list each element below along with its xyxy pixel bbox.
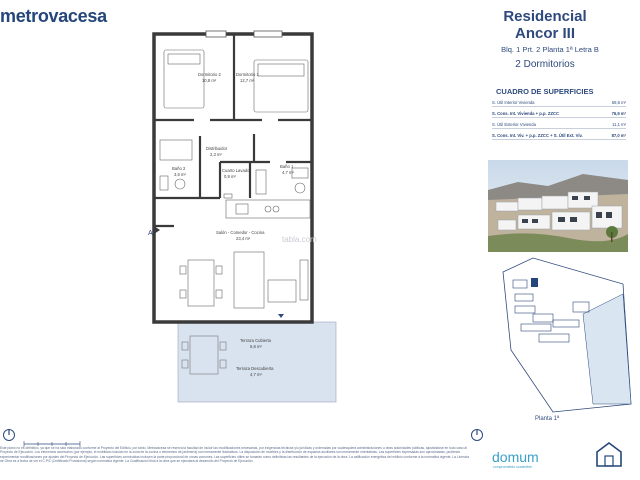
surface-row: [492, 100, 626, 107]
room-label-dormitorio-2: Dormitorio 2: [198, 72, 221, 77]
room-label-bano-2: Baño 2: [172, 166, 186, 171]
room-label-bano-1: Baño 1: [280, 164, 294, 169]
surface-value: 76,9 m²: [611, 111, 626, 116]
floor-plan: [150, 20, 340, 410]
surface-value: 87,0 m²: [611, 133, 626, 138]
room-area-terraza-descubierta: 4,7 m²: [250, 372, 262, 377]
bedrooms-label: 2 Dormitorios: [515, 59, 575, 70]
watermark: tabla.com: [282, 235, 317, 244]
room-area-salon: 23,4 m²: [236, 236, 251, 241]
room-area-bano-1: 4,7 m²: [282, 170, 294, 175]
room-area-dormitorio-1: 12,7 m²: [240, 78, 255, 83]
project-title-line1: Residencial: [503, 8, 587, 25]
surface-value: 58,6 m²: [611, 100, 626, 105]
room-area-cuarto-lavado: 0,9 m²: [224, 174, 236, 179]
room-area-terraza-cubierta: 5,8 m²: [250, 344, 262, 349]
entrance-label: A: [148, 230, 153, 237]
surface-value: 11,1 m²: [612, 122, 626, 127]
partner-logo: domum: [492, 449, 539, 465]
project-title-line2: Ancor III: [514, 25, 575, 42]
room-label-terraza-cubierta: Terraza Cubierta: [240, 338, 271, 343]
keymap-label: Planta 1ª: [535, 416, 560, 422]
room-area-distribuidor: 2,3 m²: [210, 152, 222, 157]
compass-icon: [470, 428, 484, 447]
surface-row: [492, 122, 626, 129]
room-label-distribuidor: Distribuidor: [206, 146, 228, 151]
partner-tagline: comprometido sostenible: [493, 465, 532, 469]
surfaces-title: CUADRO DE SUPERFICIES: [496, 87, 594, 96]
room-area-dormitorio-2: 10,8 m²: [202, 78, 217, 83]
terrace-area: [178, 322, 336, 402]
unit-location: Blq. 1 Prt. 2 Planta 1ª Letra B: [501, 45, 599, 54]
room-label-dormitorio-1: Dormitorio 1: [236, 72, 259, 77]
brand-logo: metrovacesa: [0, 6, 107, 26]
building-render-image: [488, 160, 628, 252]
surface-label: S. Útil Interior Vivienda: [492, 100, 535, 105]
unit-highlight: [531, 278, 538, 287]
room-label-terraza-descubierta: Terraza Descubierta: [236, 366, 274, 371]
surface-row: [492, 111, 626, 118]
room-label-cuarto-lavado: Cuarto Lavado: [222, 168, 250, 173]
house-logo-icon: [594, 440, 624, 473]
room-area-bano-2: 3,6 m²: [174, 172, 186, 177]
legal-disclaimer: Este plano no es definitivo, ya que se ha sido elaborado conforme al Proyecto del Edificio, por tanto, Metrovacesa se reserva la facultad de incluir las modificaciones necesarias, por exigencias técnicas y/o jurídicas y ordenadas por cualesquiera administraciones u otras autoridades públicas, ajustándose en todo caso al Proyecto de Ejecución. Los elementos accesorios (por ejemplo, el mobiliario incluido en la zona de la cocina o elementos de jardinería) son meramente ilustrativos. La disposición de muebles y la distribución de espacios auxiliares son meramente orientativas. Las superficies expresadas son aproximadas, pudiendo experimentar modificaciones por ajustes del Proyecto de Ejecución. Las superficies construidas incluyen la parte proporcional de zonas comunes. Las superficies útiles se tomarán como definitivas las resultantes de la ejecución de la obra. La calificación energética del edificio conforme a la normativa vigente. La Licencia de Obra es a fecha de ver el C.P.E (Certificado Provisional) según normativa vigente. La Cualificación final a la obra que se ejecutará al desarrollo del Proyecto de Ejecución.: [0, 446, 469, 464]
surface-row: [492, 133, 626, 140]
site-key-map: [493, 254, 633, 394]
surface-label: S. Útil Exterior Vivienda: [492, 122, 536, 127]
compass-icon: [2, 428, 16, 447]
surface-label: S. Cons. Int. Viv. + p.p. ZZCC + S. Útil Ext. Viv.: [492, 133, 583, 138]
room-label-salon: Salón - Comedor - Cocina: [216, 230, 265, 235]
surface-label: S. Cons. Int. Vivienda + p.p. ZZCC: [492, 111, 560, 116]
